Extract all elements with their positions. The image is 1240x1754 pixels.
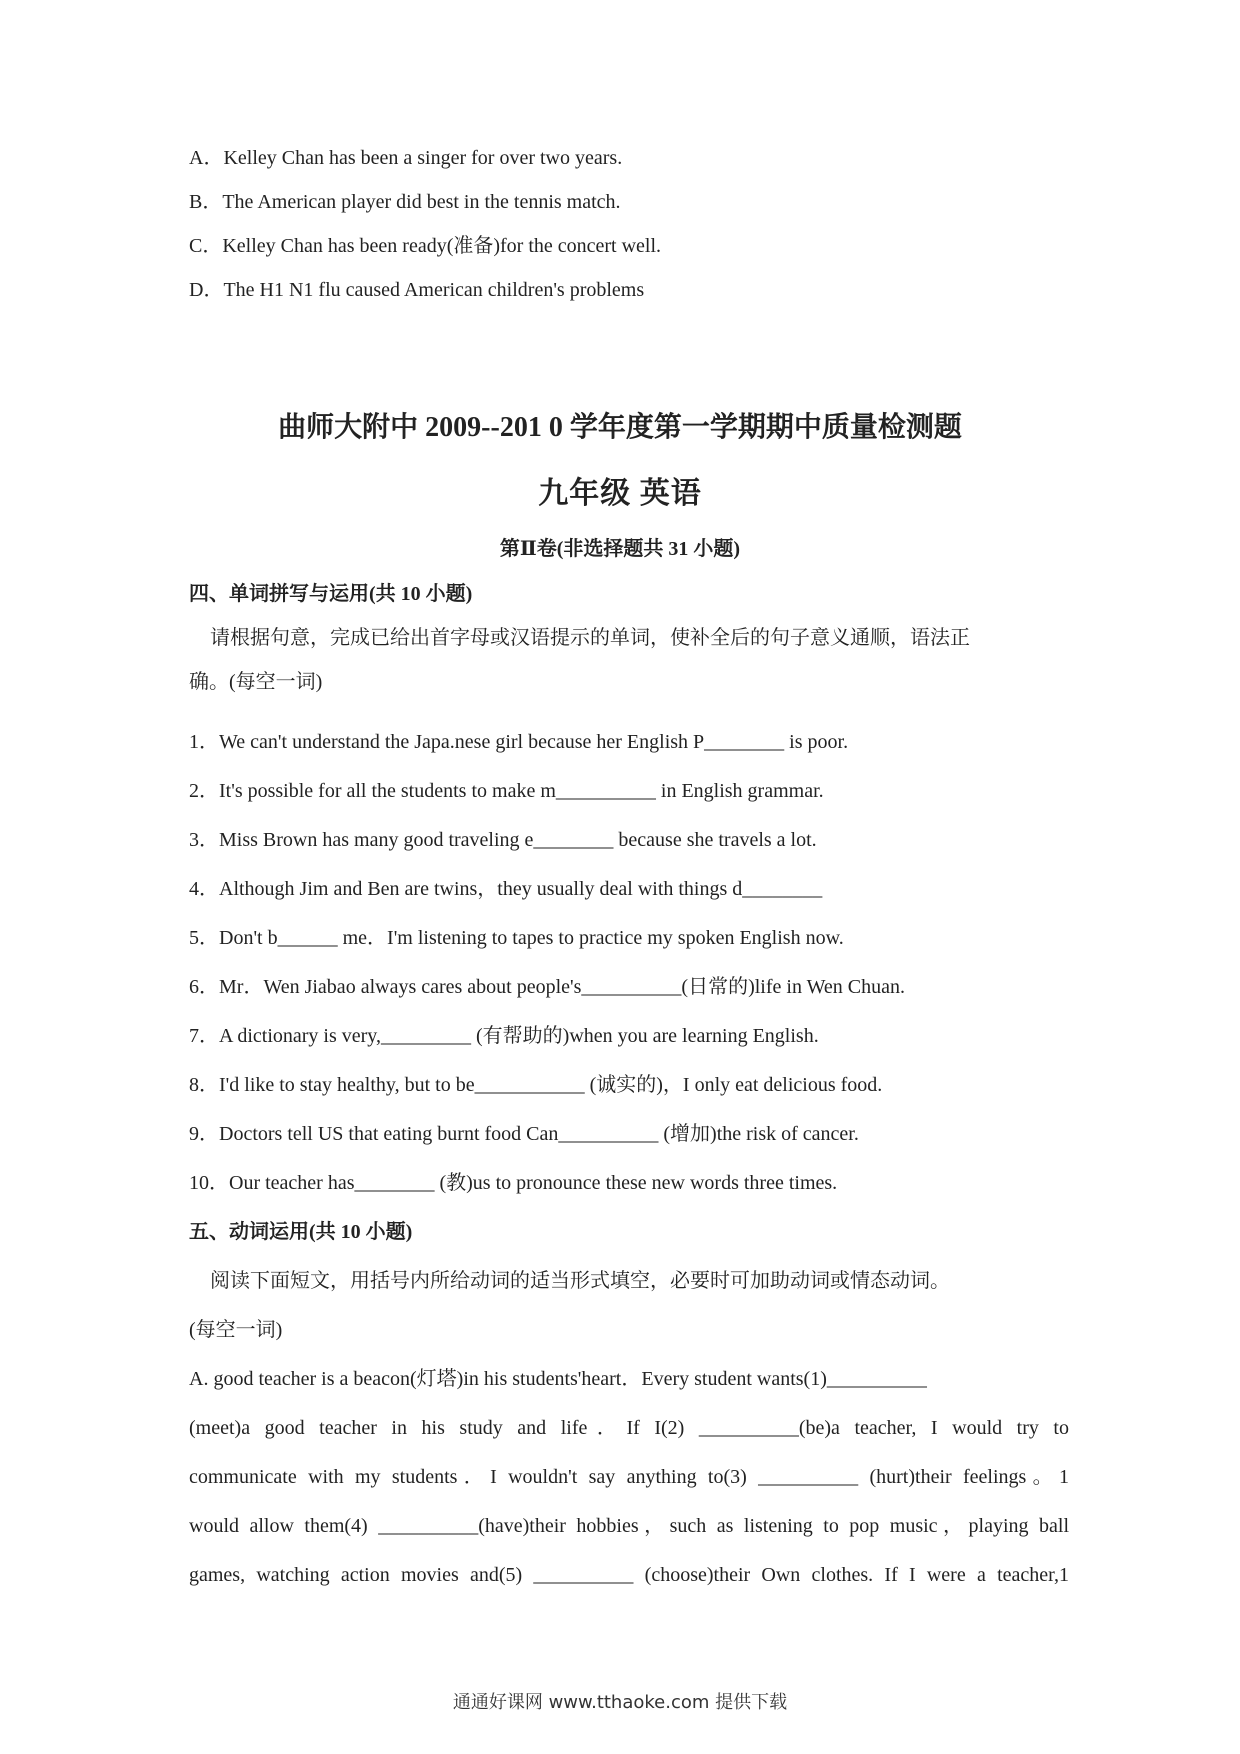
section4-heading: 四、单词拼写与运用(共 10 小题) [189,583,473,605]
question-item: 1．We can't understand the Japa.nese girl because her English P________ is poor. [189,731,849,753]
question-item: 9．Doctors tell US that eating burnt food Can__________ (增加)the risk of cancer. [189,1123,859,1145]
section5-instruction-1: 阅读下面短文，用括号内所给动词的适当形式填空，必要时可加助动词或情态动词。 [210,1270,950,1292]
option-c: C．Kelley Chan has been ready(准备)for the concert well. [189,235,662,257]
exam-title: 曲师大附中 2009--201 0 学年度第一学期期中质量检测题 [278,412,962,443]
question-item: 5．Don't b______ me．I'm listening to tapes to practice my spoken English now. [189,927,844,949]
question-item: 3．Miss Brown has many good traveling e________ because she travels a lot. [189,829,817,851]
question-item: 4．Although Jim and Ben are twins，they usually deal with things d________ [189,878,823,900]
question-item: 10．Our teacher has________ (教)us to pronounce these new words three times. [189,1172,838,1194]
volume-title: 第Ⅱ卷(非选择题共 31 小题) [499,538,741,560]
question-item: 8．I'd like to stay healthy, but to be___________ (诚实的)，I only eat delicious food. [189,1074,883,1096]
page-footer: 通通好课网 www.tthaoke.com 提供下载 [452,1692,788,1713]
question-item: 6．Mr．Wen Jiabao always cares about people's__________(日常的)life in Wen Chuan. [189,976,905,998]
section5-heading: 五、动词运用(共 10 小题) [189,1221,413,1243]
section4-instruction-1: 请根据句意，完成已给出首字母或汉语提示的单词，使补全后的句子意义通顺，语法正 [210,627,970,649]
passage-line: communicate with my students．I wouldn't say anything to(3) __________ (hurt)their feelings。1 [189,1466,1069,1488]
passage-line: (meet)a good teacher in his study and life．If I(2) __________(be)a teacher, I would try to [189,1417,1069,1439]
option-a: A．Kelley Chan has been a singer for over two years. [189,147,623,169]
question-item: 7．A dictionary is very,_________ (有帮助的)when you are learning English. [189,1025,819,1047]
option-b: B．The American player did best in the tennis match. [189,191,621,213]
section4-instruction-2: 确。(每空一词) [189,671,323,693]
passage-line: games, watching action movies and(5) __________ (choose)their Own clothes. If I were a teacher,1 [189,1564,1069,1586]
passage-line: A. good teacher is a beacon(灯塔)in his students'heart．Every student wants(1)__________ [189,1368,927,1390]
grade-subject: 九年级 英语 [538,477,702,510]
option-d: D．The H1 N1 flu caused American children's problems [189,279,645,301]
section5-instruction-2: (每空一词) [189,1319,283,1341]
passage-line: would allow them(4) __________(have)their hobbies，such as listening to pop music，playing ball [189,1515,1069,1537]
question-item: 2．It's possible for all the students to make m__________ in English grammar. [189,780,824,802]
